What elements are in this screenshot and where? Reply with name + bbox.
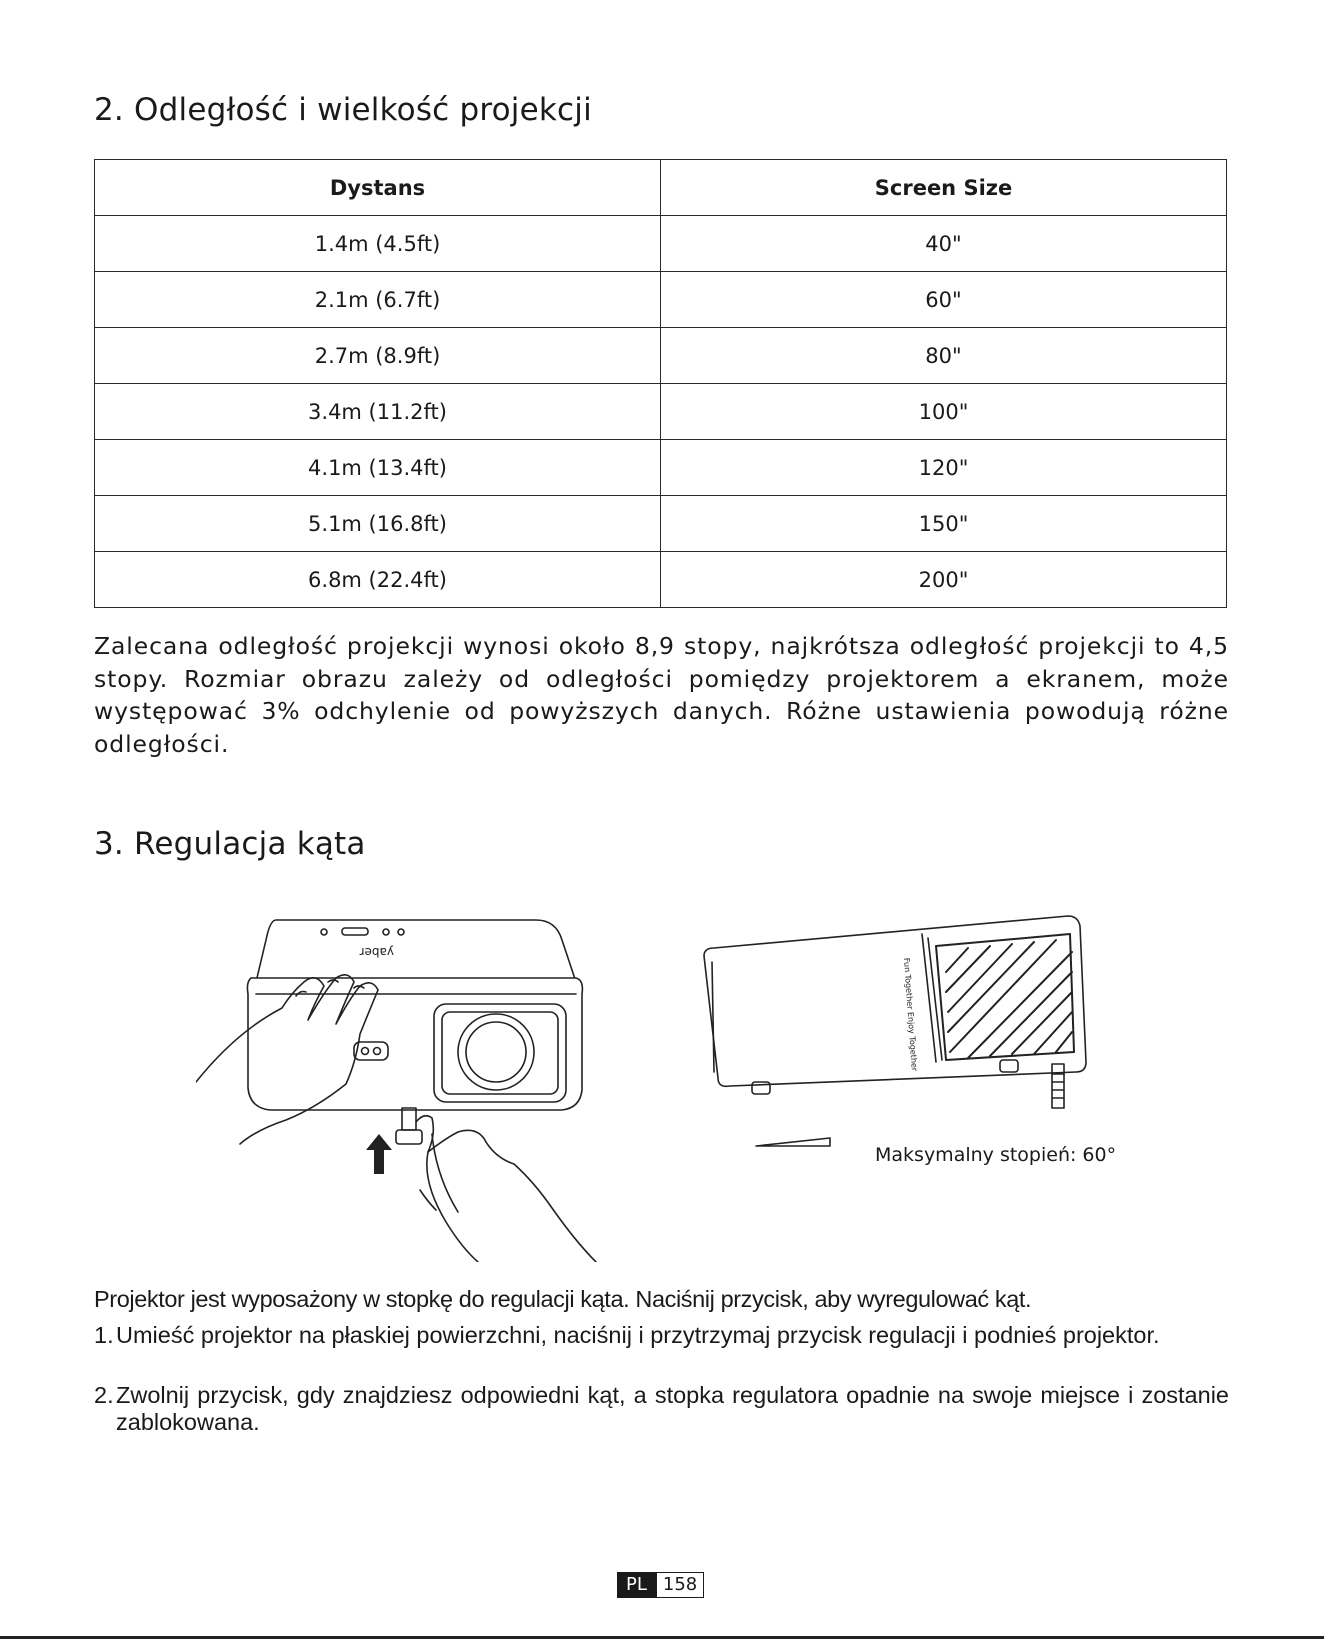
screen-size-cell: 100" — [661, 384, 1227, 440]
table-row — [95, 440, 1227, 496]
distance-cell: 3.4m (11.2ft) — [95, 384, 661, 440]
table-row — [95, 552, 1227, 608]
instruction-step — [94, 1322, 1229, 1349]
screen-size-cell: 200" — [661, 552, 1227, 608]
section-title-distance: 2. Odległość i wielkość projekcji — [94, 92, 592, 128]
page-number-badge — [617, 1572, 704, 1598]
step-text: Umieść projektor na płaskiej powierzchni, naciśnij i przytrzymaj przycisk regulacji i podnieś projektor. — [116, 1322, 1160, 1348]
distance-cell: 2.1m (6.7ft) — [95, 272, 661, 328]
step-text: Zwolnij przycisk, gdy znajdziesz odpowiedni kąt, a stopka regulatora opadnie na swoje miejsce i zostanie zablokowana. — [116, 1382, 1229, 1435]
distance-cell: 2.7m (8.9ft) — [95, 328, 661, 384]
distance-table — [94, 159, 1227, 608]
table-row — [95, 328, 1227, 384]
language-code: PL — [617, 1572, 656, 1598]
table-row — [95, 216, 1227, 272]
angle-intro-text: Projektor jest wyposażony w stopkę do regulacji kąta. Naciśnij przycisk, aby wyregulować kąt. — [94, 1286, 1032, 1312]
screen-size-cell: 80" — [661, 328, 1227, 384]
distance-cell: 5.1m (16.8ft) — [95, 496, 661, 552]
distance-paragraph: Zalecana odległość projekcji wynosi około 8,9 stopy, najkrótsza odległość projekcji to 4,5 stopy. Rozmiar obrazu zależy od odległości pomiędzy projektorem a ekranem, może występować 3% odchylenie od powyższych danych. Różne ustawienia powodują różne odległości. — [94, 632, 1229, 758]
column-header-screen-size: Screen Size — [661, 160, 1227, 216]
distance-cell: 6.8m (22.4ft) — [95, 552, 661, 608]
projector-side-illustration — [700, 912, 1120, 1172]
screen-size-cell: 60" — [661, 272, 1227, 328]
step-number: 1. — [94, 1322, 114, 1348]
table-row — [95, 384, 1227, 440]
max-angle-label: Maksymalny stopień: 60° — [875, 1144, 1117, 1166]
projector-hands-illustration — [196, 912, 626, 1262]
distance-cell: 1.4m (4.5ft) — [95, 216, 661, 272]
side-tagline: Fun Together Enjoy Together — [902, 957, 919, 1072]
distance-cell: 4.1m (13.4ft) — [95, 440, 661, 496]
instruction-step — [94, 1382, 1229, 1436]
table-row — [95, 496, 1227, 552]
step-number: 2. — [94, 1382, 114, 1408]
projector-logo: yaber — [359, 945, 394, 959]
section-title-angle: 3. Regulacja kąta — [94, 826, 366, 862]
angle-wedge-icon — [756, 1138, 830, 1146]
screen-size-cell: 40" — [661, 216, 1227, 272]
screen-size-cell: 150" — [661, 496, 1227, 552]
page-number: 158 — [656, 1572, 704, 1598]
column-header-distance: Dystans — [95, 160, 661, 216]
screen-size-cell: 120" — [661, 440, 1227, 496]
table-row — [95, 272, 1227, 328]
table-header-row — [95, 160, 1227, 216]
